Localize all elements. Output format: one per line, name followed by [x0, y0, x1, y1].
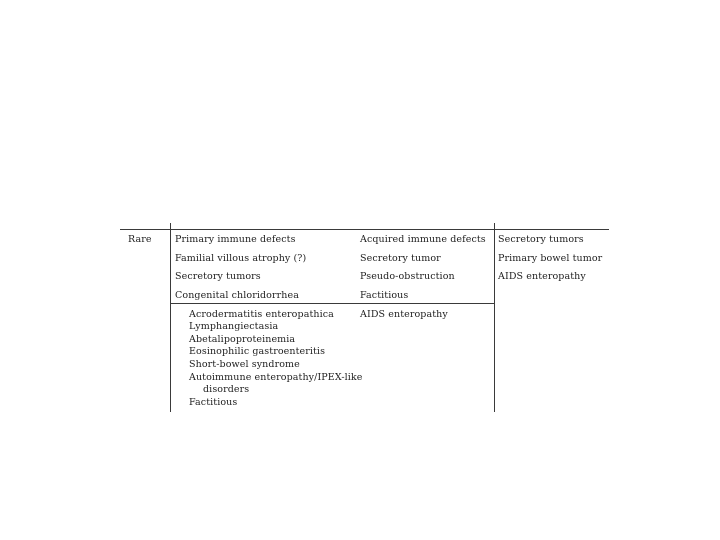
col1-list-item: Lymphangiectasia: [189, 321, 279, 332]
col1-list-item: Abetalipoproteinemia: [189, 334, 296, 345]
top-rule: [120, 229, 609, 230]
col1-item: Congenital chloridorrhea: [175, 290, 299, 301]
mid-rule: [170, 303, 495, 304]
col3-item: Secretory tumors: [498, 234, 584, 245]
col1-list-item: Acrodermatitis enteropathica: [189, 309, 334, 320]
col1-list-item: Autoimmune enteropathy/IPEX-like: [189, 372, 363, 383]
col2-item: Acquired immune defects: [360, 234, 486, 245]
col2-item: Factitious: [360, 290, 409, 301]
row-label-rare: Rare: [128, 234, 152, 245]
col2-item: AIDS enteropathy: [360, 309, 448, 320]
col1-list-item: Short-bowel syndrome: [189, 359, 300, 370]
col1-list-item: Eosinophilic gastroenteritis: [189, 346, 326, 357]
col3-item: Primary bowel tumor: [498, 253, 603, 264]
col1-item: Secretory tumors: [175, 271, 261, 282]
column-divider-1: [170, 223, 171, 412]
col1-item: Familial villous atrophy (?): [175, 253, 307, 264]
col2-item: Pseudo-obstruction: [360, 271, 455, 282]
col1-list-item: disorders: [203, 384, 250, 395]
col1-list-item: Factitious: [189, 397, 238, 408]
col1-item: Primary immune defects: [175, 234, 296, 245]
col3-item: AIDS enteropathy: [498, 271, 586, 282]
col2-item: Secretory tumor: [360, 253, 441, 264]
column-divider-3: [494, 223, 495, 412]
